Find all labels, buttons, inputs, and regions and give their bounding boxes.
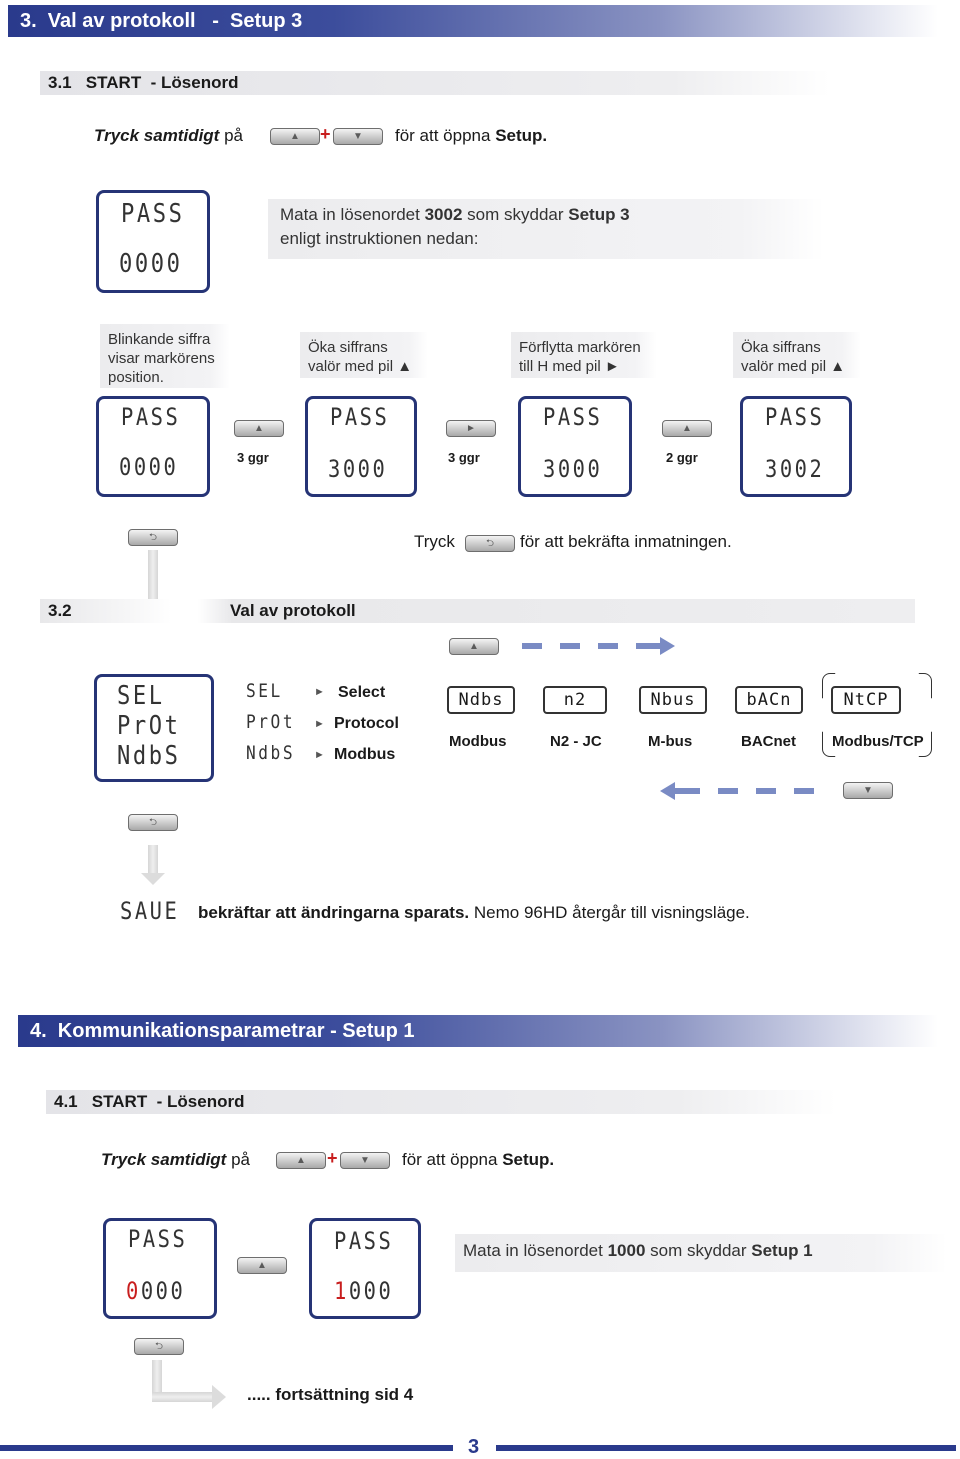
right-key-step-2[interactable] — [446, 420, 496, 437]
flow-arrow-down — [148, 550, 158, 606]
pass-4b-value — [334, 1277, 393, 1305]
sel-line-2: PrOt — [117, 711, 181, 741]
page-number: 3 — [468, 1436, 480, 1458]
step-1-value: 0000 — [119, 453, 179, 481]
protocol-option-bacnet[interactable]: bACn — [735, 686, 803, 714]
open-setup4-b: Setup. — [502, 1150, 555, 1169]
step-note-4-text: Öka siffrans valör med pil ▲ — [741, 339, 846, 375]
step-display-2 — [305, 396, 417, 497]
pass-4a-label: PASS — [128, 1225, 188, 1253]
section-3-header — [8, 5, 938, 37]
pass-display-label: PASS — [121, 199, 185, 229]
pass-4a-value — [126, 1277, 185, 1305]
press4-pa: på — [226, 1150, 250, 1169]
step-note-1 — [100, 324, 230, 388]
protocol-option-modbus[interactable]: Ndbs — [447, 686, 515, 714]
press-instruction-4 — [101, 1150, 250, 1170]
arrow-right-head — [660, 637, 675, 655]
protocol-label-modbus: Modbus — [449, 733, 507, 750]
protocol-label-modbus-tcp: Modbus/TCP — [832, 733, 924, 750]
sel-line-3: NdbS — [117, 741, 181, 771]
open-setup4-a: för att öppna — [402, 1150, 503, 1169]
step-display-4 — [740, 396, 852, 497]
enter-key-icon: ⮌ — [148, 817, 157, 828]
legend-arrow-3: ► — [314, 749, 325, 761]
up-arrow-key-icon: ▲ — [257, 1260, 267, 1271]
down-arrow-key-icon: ▼ — [863, 785, 873, 796]
flow-arrow-down-2 — [148, 845, 158, 875]
legend-label-1: Select — [338, 684, 386, 701]
pass-4b-rest: 000 — [348, 1277, 394, 1305]
open-setup-a: för att öppna — [395, 126, 496, 145]
step-count-1: 3 ggr — [237, 450, 269, 465]
down-key-protocol[interactable] — [843, 782, 893, 799]
sub-header-4-1-title: 4.1 START - Lösenord — [54, 1092, 245, 1111]
legend-label-3: Modbus — [334, 746, 396, 763]
press-bold: Tryck samtidigt — [94, 126, 220, 145]
legend-label-2: Protocol — [334, 715, 399, 732]
sub-header-3-2-title: Val av protokoll — [230, 601, 356, 620]
save-text-bold: bekräftar att ändringarna sparats. — [198, 903, 470, 922]
down-arrow-key-icon: ▼ — [360, 1155, 370, 1166]
step-note-3-text: Förflytta markören till H med pil ► — [519, 339, 641, 375]
dash-l1 — [674, 788, 700, 794]
protocol-option-modbus-tcp[interactable]: NtCP — [831, 686, 901, 714]
continue-text — [247, 1385, 413, 1405]
step-display-3 — [518, 396, 632, 497]
down-arrow-key-icon: ▼ — [353, 131, 363, 142]
pass-4b-cursor: 1 — [334, 1277, 349, 1305]
enter-key-inline[interactable] — [465, 535, 515, 552]
flow-arrow-head-2 — [141, 873, 165, 885]
up-arrow-key-icon: ▲ — [296, 1155, 306, 1166]
down-key-button[interactable] — [333, 128, 383, 145]
up-key-4[interactable] — [237, 1257, 287, 1274]
password-info-box — [268, 199, 824, 259]
info-d: Setup 3 — [568, 205, 630, 224]
sel-display — [94, 674, 214, 782]
up-key-button[interactable] — [270, 128, 320, 145]
info4-a: Mata in lösenordet — [463, 1241, 608, 1260]
sub-header-3-2-num: 3.2 — [48, 601, 72, 620]
step-note-2-text: Öka siffrans valör med pil ▲ — [308, 339, 413, 375]
password-info-box-4 — [455, 1234, 947, 1272]
up-arrow-key-icon: ▲ — [682, 423, 692, 434]
pass-display-4b — [309, 1218, 421, 1319]
legend-code-3: NdbS — [246, 742, 296, 764]
plus-icon: + — [327, 1148, 338, 1168]
info-a: Mata in lösenordet — [280, 205, 425, 224]
legend-arrow-2: ► — [314, 718, 325, 730]
step-note-1-text: Blinkande siffra visar markörens position. — [108, 331, 215, 386]
pass-display-4a — [103, 1218, 217, 1319]
up-key-button-4[interactable] — [276, 1152, 326, 1169]
enter-key-button[interactable] — [128, 529, 178, 546]
enter-key-icon: ⮌ — [154, 1341, 163, 1352]
footer-bar-right — [496, 1445, 956, 1451]
up-arrow-key-icon: ▲ — [290, 131, 300, 142]
plus-icon: + — [320, 124, 331, 144]
section-3-title: 3. Val av protokoll - Setup 3 — [20, 10, 303, 32]
arrow-left-head — [660, 782, 675, 800]
footer-bar-left — [0, 1445, 453, 1451]
section-4-title: 4. Kommunikationsparametrar - Setup 1 — [30, 1020, 415, 1042]
step-note-3 — [511, 332, 657, 378]
enter-key-save[interactable] — [128, 814, 178, 831]
enter-key-icon: ⮌ — [485, 538, 494, 549]
confirm-text-1: Tryck — [414, 532, 455, 551]
flow-arrow-elbow-head — [212, 1385, 226, 1409]
save-code: SAUE — [120, 897, 180, 925]
info4-b: 1000 — [607, 1241, 646, 1260]
up-key-step-1[interactable] — [234, 420, 284, 437]
right-arrow-key-icon: ► — [466, 423, 476, 434]
protocol-option-n2[interactable]: n2 — [543, 686, 607, 714]
step-note-4 — [733, 332, 861, 378]
up-key-step-3[interactable] — [662, 420, 712, 437]
info4-d: Setup 1 — [751, 1241, 813, 1260]
step-count-3: 2 ggr — [666, 450, 698, 465]
save-text-rest: Nemo 96HD återgår till visningsläge. — [469, 903, 750, 922]
up-arrow-key-icon: ▲ — [254, 423, 264, 434]
dash-r3 — [598, 643, 618, 649]
step-count-2: 3 ggr — [448, 450, 480, 465]
open-setup-b: Setup. — [495, 126, 548, 145]
protocol-label-mbus: M-bus — [648, 733, 693, 750]
open-setup-text-4 — [402, 1150, 554, 1170]
dash-l2 — [718, 788, 738, 794]
continue-text-bold: ..... fortsättning sid 4 — [247, 1385, 414, 1404]
up-key-protocol[interactable] — [449, 638, 499, 655]
section-4-header — [18, 1015, 938, 1047]
sel-line-1: SEL — [117, 681, 165, 711]
step-4-label: PASS — [765, 403, 825, 431]
legend-code-1: SEL — [246, 680, 283, 702]
step-4-value: 3002 — [765, 455, 825, 483]
protocol-label-bacnet: BACnet — [741, 733, 796, 750]
enter-key-4[interactable] — [134, 1338, 184, 1355]
dash-l3 — [756, 788, 776, 794]
step-display-1 — [96, 396, 210, 497]
legend-code-2: PrOt — [246, 711, 296, 733]
step-note-2 — [300, 332, 428, 378]
info4-c: som skyddar — [645, 1241, 752, 1260]
legend-arrow-1: ► — [314, 686, 325, 698]
info-b: 3002 — [424, 205, 463, 224]
sub-header-3-1 — [40, 71, 830, 95]
up-arrow-key-icon: ▲ — [469, 641, 479, 652]
press4-bold: Tryck samtidigt — [101, 1150, 227, 1169]
sub-header-3-2 — [40, 599, 915, 623]
open-setup-text — [395, 126, 547, 146]
info-c: som skyddar — [462, 205, 569, 224]
sub-header-4-1 — [46, 1090, 836, 1114]
step-2-label: PASS — [330, 403, 390, 431]
pass-display — [96, 190, 210, 293]
down-key-button-4[interactable] — [340, 1152, 390, 1169]
save-text — [198, 903, 750, 923]
protocol-label-n2: N2 - JC — [550, 733, 602, 750]
step-2-value: 3000 — [328, 455, 388, 483]
enter-key-icon: ⮌ — [148, 532, 157, 543]
flow-arrow-elbow-h — [152, 1392, 212, 1402]
press-instruction — [94, 126, 243, 146]
pass-4a-cursor: 0 — [126, 1277, 141, 1305]
dash-r2 — [560, 643, 580, 649]
pass-4b-label: PASS — [334, 1227, 394, 1255]
sub-header-3-1-title: 3.1 START - Lösenord — [48, 73, 239, 92]
dash-l4 — [794, 788, 814, 794]
step-1-label: PASS — [121, 403, 181, 431]
step-3-label: PASS — [543, 403, 603, 431]
step-3-value: 3000 — [543, 455, 603, 483]
dash-r4 — [636, 643, 660, 649]
confirm-text-2: för att bekräfta inmatningen. — [520, 532, 732, 551]
press-pa: på — [219, 126, 243, 145]
info-line2: enligt instruktionen nedan: — [280, 229, 479, 248]
pass-display-value: 0000 — [119, 249, 183, 279]
pass-4a-rest: 000 — [140, 1277, 186, 1305]
protocol-option-mbus[interactable]: Nbus — [639, 686, 707, 714]
dash-r1 — [522, 643, 542, 649]
